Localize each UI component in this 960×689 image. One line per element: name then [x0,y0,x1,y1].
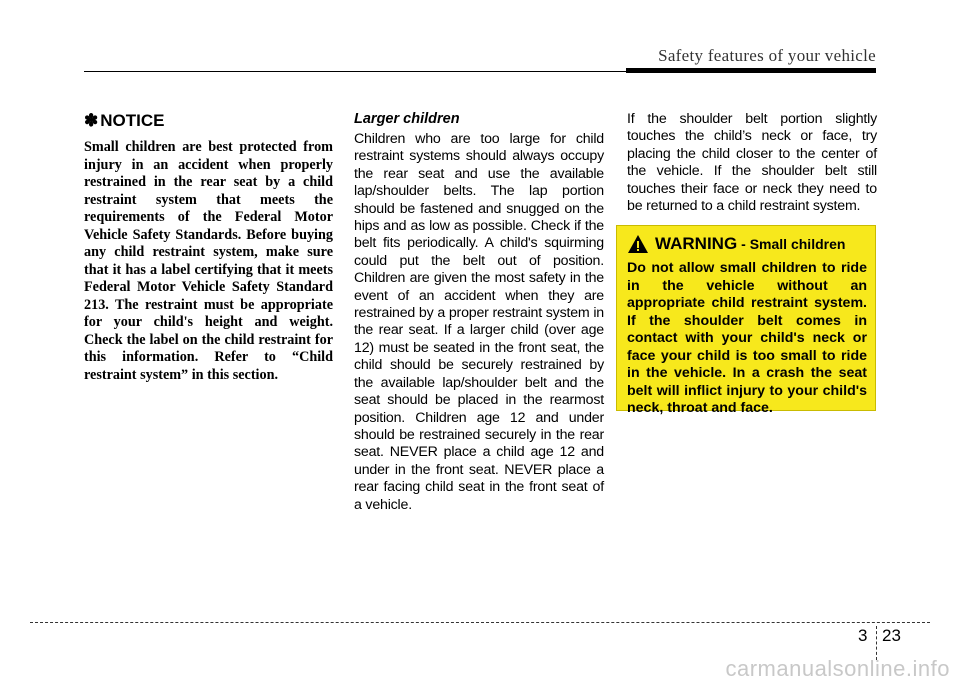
larger-children-column [354,111,604,514]
notice-heading [84,111,333,131]
header-section-title: Safety features of your vehicle [658,46,876,65]
larger-children-body: Children who are too large for child restraint systems should always occupy the rear seat and use the available lap/shoulder belts. The lap portion should be fastened and snugged on the hips and as low as possible. Check if the belt fits periodically. A child's squirming could put the belt out of position. Children are given the most safety in the event of an accident when they are restrained by a proper restraint system in the rear seat. If a larger child (over age 12) must be seated in the front seat, the child should be securely restrained by the available lap/shoulder belt and the seat should be placed in the rearmost position. Children age 12 and under should be restrained securely in the rear seat. NEVER place a child age 12 and under in the front seat. NEVER place a rear facing child seat in the front seat of a vehicle. [354,131,604,513]
larger-children-title: Larger children [354,111,460,127]
notice-title: NOTICE [100,111,165,130]
warning-triangle-icon [627,234,649,254]
shoulder-belt-column [627,111,877,215]
warning-subtitle: - Small children [741,236,846,252]
warning-heading [627,234,867,254]
footer-page-number: 23 [882,626,901,645]
warning-box [616,225,876,416]
footer-divider [876,626,877,660]
watermark: carmanualsonline.info [725,656,950,681]
notice-column [84,111,333,384]
footer-dashed-rule [30,622,930,623]
header-accent-bar [626,68,876,73]
notice-star-icon: ✽ [84,111,99,130]
shoulder-belt-body: If the shoulder belt portion slightly touches the child’s neck or face, try placing the child closer to the center of the vehicle. If the shoulder belt still touches their face or neck they need to be returned to a child restraint system. [627,111,877,215]
warning-body: Do not allow small children to ride in the vehicle without an appropriate child restraint system. If the shoulder belt comes in contact with your child's neck or face your child is too small to ride in the vehicle. In a crash the seat belt will inflict injury to your child's neck, throat and face. [627,260,867,416]
warning-label: WARNING [655,234,738,253]
notice-body: Small children are best protected from injury in an accident when properly restrained in the rear seat by a child restraint system that meets the requirements of the Federal Motor Vehicle Safety Standards. Before buying any child restraint system, make sure that it has a label certifying that it meets Federal Motor Vehicle Safety Standard 213. The restraint must be appropriate for your child's height and weight. Check the label on the child restraint for this information. Refer to “Child restraint system” in this section. [84,139,333,383]
footer-section-number: 3 [858,626,868,645]
